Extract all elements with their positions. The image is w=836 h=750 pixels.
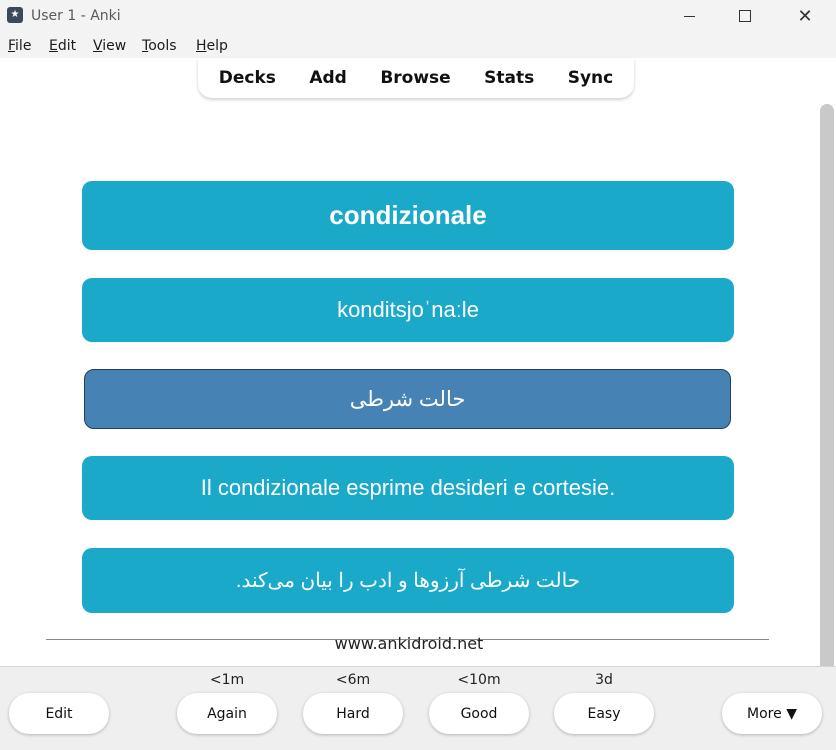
easy-button[interactable]: Easy (554, 693, 654, 734)
more-button[interactable]: More ▼ (722, 693, 822, 734)
hard-interval: <6m (335, 672, 371, 688)
toolbar-stats[interactable]: Stats (484, 68, 535, 88)
title-bar (0, 0, 836, 32)
toolbar-sync[interactable]: Sync (567, 68, 614, 88)
menu-help[interactable]: Help (196, 38, 228, 54)
card-example: Il condizionale esprime desideri e cortesie. (82, 456, 734, 520)
maximize-button[interactable] (722, 0, 768, 32)
reviewer-area (0, 58, 818, 666)
toolbar-add[interactable]: Add (309, 68, 347, 88)
easy-interval: 3d (595, 672, 613, 688)
menu-tools[interactable]: Tools (142, 38, 177, 54)
hard-button[interactable]: Hard (303, 693, 403, 734)
anki-app-icon: ★ (7, 7, 23, 23)
again-button[interactable]: Again (177, 693, 277, 734)
again-interval: <1m (209, 672, 245, 688)
good-button[interactable]: Good (429, 693, 529, 734)
card-translation: حالت شرطی (84, 369, 731, 429)
scrollbar-thumb[interactable] (820, 104, 834, 686)
footer-url[interactable]: www.ankidroid.net (334, 634, 484, 653)
card-word: condizionale (82, 181, 734, 250)
answer-bar (0, 666, 836, 750)
toolbar-browse[interactable]: Browse (380, 68, 451, 88)
menu-file[interactable]: File (8, 38, 32, 54)
edit-button[interactable]: Edit (9, 693, 109, 734)
close-button[interactable] (782, 0, 828, 32)
window-title: User 1 - Anki (31, 8, 121, 24)
vertical-scrollbar[interactable] (818, 58, 836, 666)
card-example-translation: حالت شرطی آرزوها و ادب را بیان می‌کند. (82, 548, 734, 613)
menu-edit[interactable]: Edit (49, 38, 77, 54)
minimize-button[interactable] (666, 0, 712, 32)
main-toolbar (198, 58, 634, 98)
close-icon: ✕ (797, 5, 813, 27)
maximize-icon (739, 10, 751, 22)
menu-bar (0, 32, 836, 58)
card-pronunciation: konditsjoˈnaːle (82, 278, 734, 342)
menu-view[interactable]: View (93, 38, 127, 54)
good-interval: <10m (457, 672, 501, 688)
toolbar-decks[interactable]: Decks (218, 68, 276, 88)
minimize-icon (684, 16, 695, 17)
